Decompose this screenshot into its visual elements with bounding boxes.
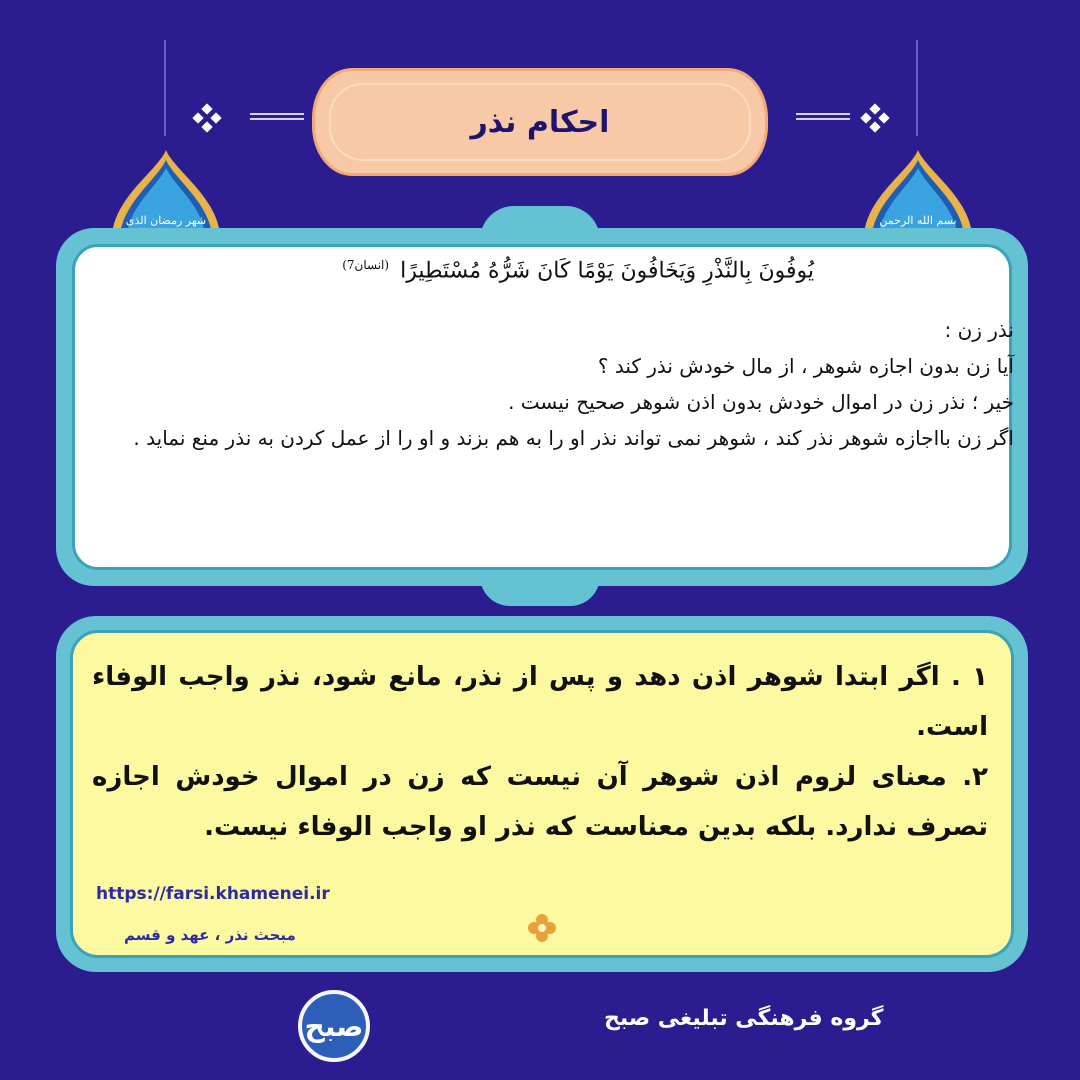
title-rule-left <box>250 113 304 123</box>
ruling-detail: اگر زن بااجازه شوهر نذر کند ، شوهر نمی تواند نذر او را به هم بزند و او را از عمل کردن به نذر منع نماید . <box>133 426 1014 450</box>
note-item-1: ۱ . اگر ابتدا شوهر اذن دهد و پس از نذر، مانع شود، نذر واجب الوفاء است. <box>92 662 988 742</box>
organization-name: گروه فرهنگی تبلیغی صبح <box>604 1006 884 1031</box>
logo-text: صبح <box>304 1009 364 1043</box>
medallion-left-text: شهر رمضان الذی <box>125 214 207 227</box>
title-banner <box>312 68 768 176</box>
quran-verse <box>254 258 814 283</box>
medallion-right-text: بسم الله الرحمن <box>879 214 957 227</box>
title-rule-right <box>796 113 850 123</box>
diamond-ornament-right-icon <box>862 105 888 131</box>
ruling-heading: نذر زن : <box>944 318 1014 342</box>
flower-ornament-icon <box>526 912 558 944</box>
verse-reference: (انسان7) <box>342 258 390 272</box>
ruling-answer: خیر ؛ نذر زن در اموال خودش بدون اذن شوهر صحیح نیست . <box>508 390 1014 414</box>
note-item-2: ۲. معنای لزوم اذن شوهر آن نیست که زن در اموال خودش اجازه تصرف ندارد. بلکه بدین معناست که نذر او واجب الوفاء نیست. <box>92 762 988 842</box>
ruling-question: آیا زن بدون اجازه شوهر ، از مال خودش نذر کند ؟ <box>597 354 1014 378</box>
page-title: احکام نذر <box>470 104 610 140</box>
ruling-text <box>76 312 1014 456</box>
frame-line-left <box>164 40 166 136</box>
frame-line-right <box>916 40 918 136</box>
panel1-tab-bottom <box>480 576 600 606</box>
sobh-logo <box>298 990 370 1062</box>
notes-text <box>92 652 988 852</box>
source-topic: مبحث نذر ، عهد و قسم <box>124 926 296 944</box>
verse-text: یُوفُونَ بِالنَّذْرِ وَیَخَافُونَ یَوْمًا کَانَ شَرُّهُ مُسْتَطِیرًا <box>400 258 814 284</box>
diamond-ornament-left-icon <box>194 105 220 131</box>
source-link[interactable]: https://farsi.khamenei.ir <box>96 884 330 904</box>
